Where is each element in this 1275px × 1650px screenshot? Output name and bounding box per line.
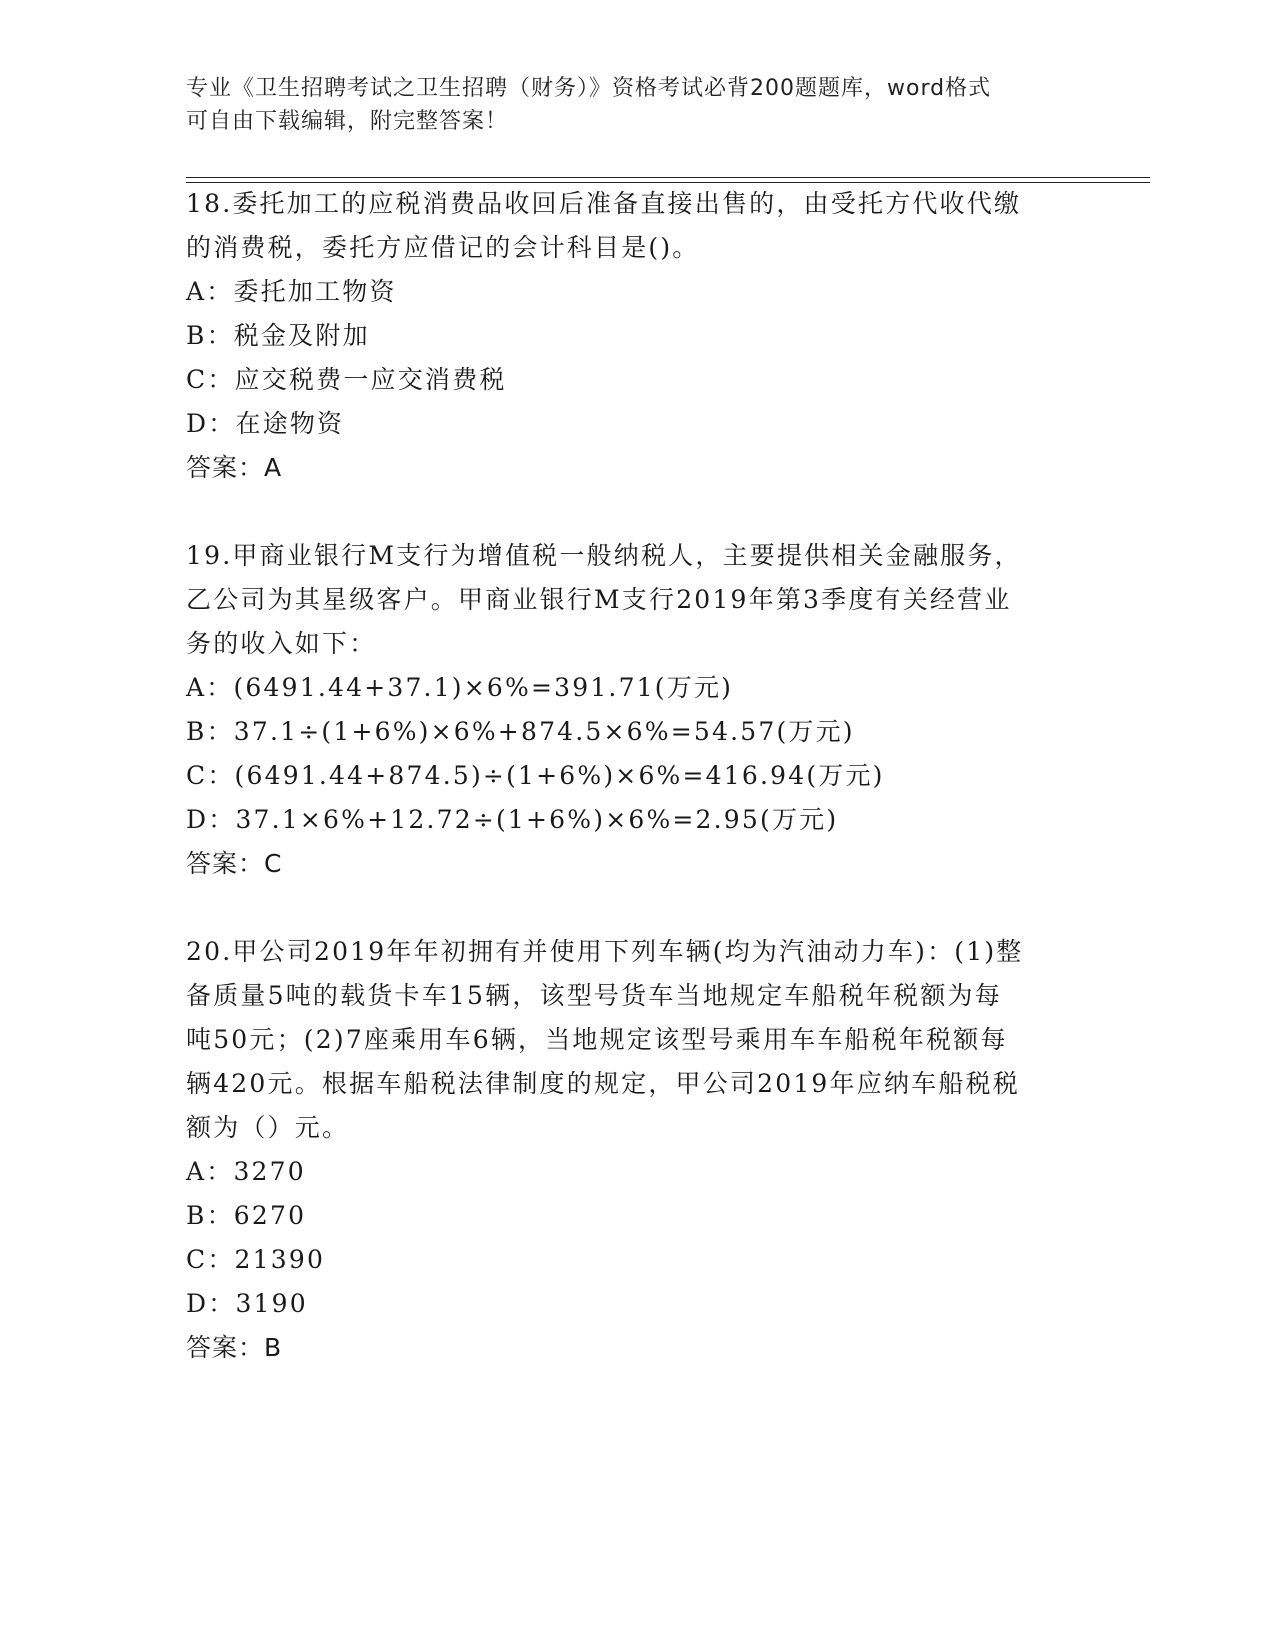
- question-19-option-d: D：37.1×6%+12.72÷(1+6%)×6%=2.95(万元): [186, 805, 839, 834]
- question-20-answer: 答案：B: [186, 1333, 283, 1362]
- question-18-line-1: 18.委托加工的应税消费品收回后准备直接出售的，由受托方代收代缴: [186, 189, 1022, 218]
- header-line-2: 可自由下载编辑，附完整答案！: [186, 109, 509, 134]
- question-20-option-c: C：21390: [186, 1245, 326, 1274]
- question-18-option-b: B：税金及附加: [186, 321, 370, 350]
- question-19-answer: 答案：C: [186, 849, 283, 878]
- header-divider-top: [186, 177, 1150, 178]
- question-18-option-a: A：委托加工物资: [186, 277, 397, 306]
- question-19-option-b: B：37.1÷(1+6%)×6%+874.5×6%=54.57(万元): [186, 717, 855, 746]
- question-18-line-2: 的消费税，委托方应借记的会计科目是()。: [186, 233, 700, 262]
- document-header: [186, 72, 1086, 138]
- question-19-line-1: 19.甲商业银行M支行为增值税一般纳税人，主要提供相关金融服务，: [186, 541, 1022, 570]
- question-20-line-4: 辆420元。根据车船税法律制度的规定，甲公司2019年应纳车船税税: [186, 1069, 1020, 1098]
- question-19-option-c: C：(6491.44+874.5)÷(1+6%)×6%=416.94(万元): [186, 761, 885, 790]
- question-20-line-2: 备质量5吨的载货卡车15辆，该型号货车当地规定车船税年税额为每: [186, 981, 1002, 1010]
- question-18-option-c: C：应交税费一应交消费税: [186, 365, 507, 394]
- question-19-option-a: A：(6491.44+37.1)×6%=391.71(万元): [186, 673, 734, 702]
- question-20-line-3: 吨50元；(2)7座乘用车6辆，当地规定该型号乘用车车船税年税额每: [186, 1025, 1008, 1054]
- question-18-answer: 答案：A: [186, 453, 283, 482]
- question-20-line-1: 20.甲公司2019年年初拥有并使用下列车辆(均为汽油动力车)：(1)整: [186, 937, 1024, 966]
- question-20-option-b: B：6270: [186, 1201, 307, 1230]
- question-20-option-d: D：3190: [186, 1289, 308, 1318]
- question-20-option-a: A：3270: [186, 1157, 306, 1186]
- question-19-line-2: 乙公司为其星级客户。甲商业银行M支行2019年第3季度有关经营业: [186, 585, 1012, 614]
- question-19-line-3: 务的收入如下：: [186, 629, 377, 658]
- header-line-1: 专业《卫生招聘考试之卫生招聘（财务）》资格考试必背200题题库，word格式: [186, 76, 992, 101]
- question-18-option-d: D：在途物资: [186, 409, 345, 438]
- question-20-line-5: 额为（）元。: [186, 1113, 350, 1142]
